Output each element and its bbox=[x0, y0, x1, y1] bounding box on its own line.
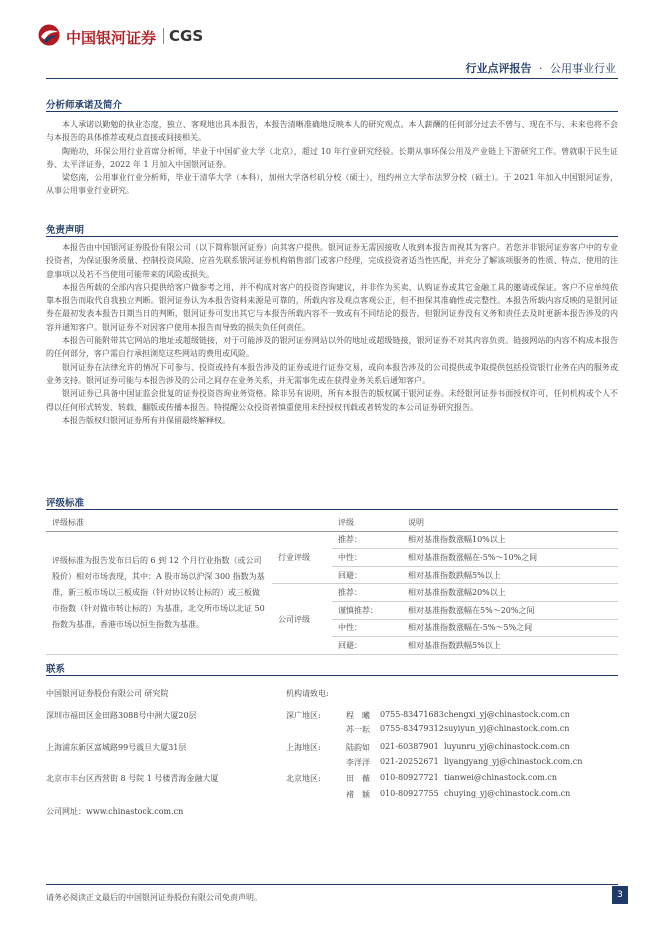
rating-cell: 中性： bbox=[332, 549, 402, 567]
analyst-paragraph: 本人承诺以勤勉的执业态度，独立、客观地出具本报告，本报告清晰准确地反映本人的研究观点。本人薪酬的任何部分过去不曾与、现在不与、未来也将不会与本报告的具体推荐或观点直接或间接相关。 bbox=[46, 120, 618, 143]
logo-emblem-icon bbox=[38, 24, 60, 46]
contact-email[interactable]: tianwei@chinastock.com.cn bbox=[444, 773, 558, 782]
disclaimer-paragraph: 本报告可能附带其它网站的地址或超级链接，对于可能涉及的银河证券网站以外的地址或超级链接，银河证券不对其内容负责。链接网站的内容不构成本报告的任何部分，客户需自行承担浏览这些网站的费用或风险。 bbox=[46, 336, 618, 359]
analyst-paragraph: 梁悠南，公用事业行业分析师，毕业于清华大学（本科），加州大学洛杉矶分校（硕士），纽约州立大学布法罗分校（硕士）。于 2021 年加入中国银河证券，从事公用事业行业研究。 bbox=[46, 173, 618, 196]
report-type: 行业点评报告 bbox=[465, 62, 532, 75]
company-name: 中国银河证券股份有限公司 研究院 bbox=[46, 689, 169, 698]
disclaimer-paragraph: 银河证券在法律允许的情况下可参与、投资或持有本报告涉及的证券或进行证券交易，或向本报告涉及的公司提供或争取提供包括投资银行业务在内的服务或业务支持。银河证券可能与本报告涉及的公司之间存在业务关系，并无需事先或在获得业务关系后通知客户。 bbox=[46, 362, 618, 385]
contact-phone: 0755-83471683 bbox=[380, 710, 444, 719]
logo-divider bbox=[163, 28, 164, 44]
office-address: 深圳市福田区金田路3088号中洲大厦20层 bbox=[46, 711, 197, 720]
contact-section-rule bbox=[46, 675, 618, 676]
contact-name: 田 薇 bbox=[346, 774, 370, 783]
contact-phone: 0755-83479312 bbox=[380, 724, 444, 733]
contact-phone: 010-80927755 bbox=[380, 789, 439, 798]
contact-email[interactable]: chuying_yj@chinastock.com.cn bbox=[444, 789, 571, 798]
rating-desc-cell: 相对基准指数涨幅20%以上 bbox=[402, 584, 618, 602]
contact-name: 李洋洋 bbox=[346, 758, 370, 767]
rating-desc-cell: 相对基准指数跌幅5%以上 bbox=[402, 637, 618, 655]
analyst-section-title: 分析师承诺及简介 bbox=[46, 100, 123, 111]
rating-table bbox=[46, 514, 618, 655]
rating-cell: 推荐： bbox=[332, 531, 402, 549]
rating-section-rule bbox=[46, 509, 618, 510]
logo-cgs: CGS bbox=[169, 27, 204, 45]
industry-rating-label: 行业评级 bbox=[272, 531, 332, 584]
rating-desc-cell: 相对基准指数涨幅在-5%～5%之间 bbox=[402, 619, 618, 637]
contact-phone: 021-20252671 bbox=[380, 757, 439, 766]
rating-cell: 回避： bbox=[332, 637, 402, 655]
office-region: 深广地区: bbox=[286, 711, 321, 720]
rating-desc-cell: 相对基准指数涨幅在5%～20%之间 bbox=[402, 601, 618, 619]
company-website[interactable]: 公司网址：www.chinastock.com.cn bbox=[46, 807, 184, 816]
disclaimer-paragraph: 银河证券已具备中国证监会批复的证券投资咨询业务资格。除非另有说明，所有本报告的版权属于银河证券。未经银河证券书面授权许可，任何机构或个人不得以任何形式转发、转载、翻版或传播本报告。特提醒公众投资者慎重使用未经授权刊载或者转发的本公司证券研究报告。 bbox=[46, 389, 618, 412]
rating-col-standard: 评级标准 bbox=[46, 514, 272, 531]
disclaimer-section-rule bbox=[46, 236, 618, 237]
footer-text: 请务必阅读正文最后的中国银河证券股份有限公司免责声明。 bbox=[46, 893, 262, 902]
disclaimer-paragraph: 本报告版权归银河证券所有并保留最终解释权。 bbox=[62, 415, 230, 425]
rating-cell: 中性： bbox=[332, 619, 402, 637]
analyst-section-rule bbox=[46, 111, 618, 112]
industry-name: 公用事业行业 bbox=[550, 62, 616, 75]
header-separator: · bbox=[539, 62, 543, 75]
disclaimer-text bbox=[46, 241, 618, 427]
contact-email[interactable]: chengxi_yj@chinastock.com.cn bbox=[444, 710, 570, 719]
contact-phone: 021-60387901 bbox=[380, 742, 439, 751]
contact-section-title: 联系 bbox=[46, 664, 66, 675]
rating-col-rating: 评级 bbox=[332, 514, 402, 531]
contact-email[interactable]: liyangyang_yj@chinastock.com.cn bbox=[444, 757, 583, 766]
contact-email[interactable]: luyunru_yj@chinastock.com.cn bbox=[444, 742, 570, 751]
office-address: 北京市丰台区西营街 8 号院 1 号楼青海金融大厦 bbox=[46, 774, 219, 783]
contact-name: 苏一耘 bbox=[346, 725, 370, 734]
rating-desc-cell: 相对基准指数跌幅5%以上 bbox=[402, 566, 618, 584]
analyst-paragraph: 陶贻功，环保公用行业首席分析师，毕业于中国矿业大学（北京），超过 10 年行业研究经验。长期从事环保公用及产业链上下游研究工作。曾就职于民生证券、太平洋证券，2022 年 1 月加入中国银河证券。 bbox=[46, 146, 618, 169]
rating-section-title: 评级标准 bbox=[46, 498, 85, 509]
contact-name: 褚 颖 bbox=[346, 790, 370, 799]
contact-name: 程 曦 bbox=[346, 711, 370, 720]
office-region: 上海地区: bbox=[286, 743, 321, 752]
rating-header-row bbox=[46, 514, 618, 531]
rating-col-type bbox=[272, 514, 332, 531]
disclaimer-paragraph: 本报告由中国银河证券股份有限公司（以下简称银河证券）向其客户提供。银河证券无需因接收人收到本报告而视其为客户。若您并非银河证券客户中的专业投资者，为保证服务质量、控制投资风险、应首先联系银河证券机构销售部门或客户经理，完成投资者适当性匹配，并充分了解该项服务的性质、特点、使用的注意事项以及若不当使用可能带来的风险或损失。 bbox=[46, 243, 618, 279]
table-row bbox=[46, 531, 618, 549]
page-number: 3 bbox=[617, 890, 623, 900]
header-rule bbox=[46, 78, 618, 79]
analyst-text bbox=[46, 118, 618, 198]
logo bbox=[38, 24, 60, 46]
rating-desc-cell: 相对基准指数涨幅在-5%～10%之间 bbox=[402, 549, 618, 567]
rating-desc-cell: 相对基准指数涨幅10%以上 bbox=[402, 531, 618, 549]
logo-text: 中国银河证券 bbox=[66, 29, 157, 47]
rating-col-desc: 说明 bbox=[402, 514, 618, 531]
company-rating-label: 公司评级 bbox=[272, 584, 332, 654]
sales-label: 机构请致电: bbox=[286, 689, 329, 698]
contact-phone: 010-80927721 bbox=[380, 773, 439, 782]
page-number-box bbox=[612, 886, 628, 904]
contact-email[interactable]: suyiyun_yj@chinastock.com.cn bbox=[444, 724, 570, 733]
footer-rule bbox=[46, 884, 618, 885]
rating-standard-text: 评级标准为报告发布日后的 6 到 12 个月行业指数（或公司股价）相对市场表现，其中：A 股市场以沪深 300 指数为基准，新三板市场以三板成指（针对协议转让标的）或三板做市指数（针对做市转让标的）为基准，北交所市场以北证 50 指数为基准，香港市场以恒生指数为基准。 bbox=[46, 531, 272, 654]
header-right bbox=[466, 60, 617, 76]
office-address: 上海浦东新区富城路99号震旦大厦31层 bbox=[46, 743, 187, 752]
office-region: 北京地区: bbox=[286, 774, 321, 783]
disclaimer-paragraph: 本报告所载的全部内容只提供给客户做参考之用，并不构成对客户的投资咨询建议，并非作为买卖、认购证券或其它金融工具的邀请或保证。客户不应单纯依靠本报告而取代自我独立判断。银河证券认为本报告资料来源是可靠的，所载内容及观点客观公正，但不担保其准确性或完整性。本报告所载内容反映的是银河证券在最初发表本报告日期当日的判断，银河证券可发出其它与本报告所载内容不一致或有不同结论的报告，但银河证券没有义务和责任去及时更新本报告涉及的内容并通知客户。银河证券不对因客户使用本报告而导致的损失负任何责任。 bbox=[46, 282, 618, 332]
rating-cell: 推荐： bbox=[332, 584, 402, 602]
disclaimer-section-title: 免责声明 bbox=[46, 225, 85, 236]
contact-name: 陆韵如 bbox=[346, 743, 370, 752]
rating-cell: 回避： bbox=[332, 566, 402, 584]
rating-cell: 谨慎推荐： bbox=[332, 601, 402, 619]
